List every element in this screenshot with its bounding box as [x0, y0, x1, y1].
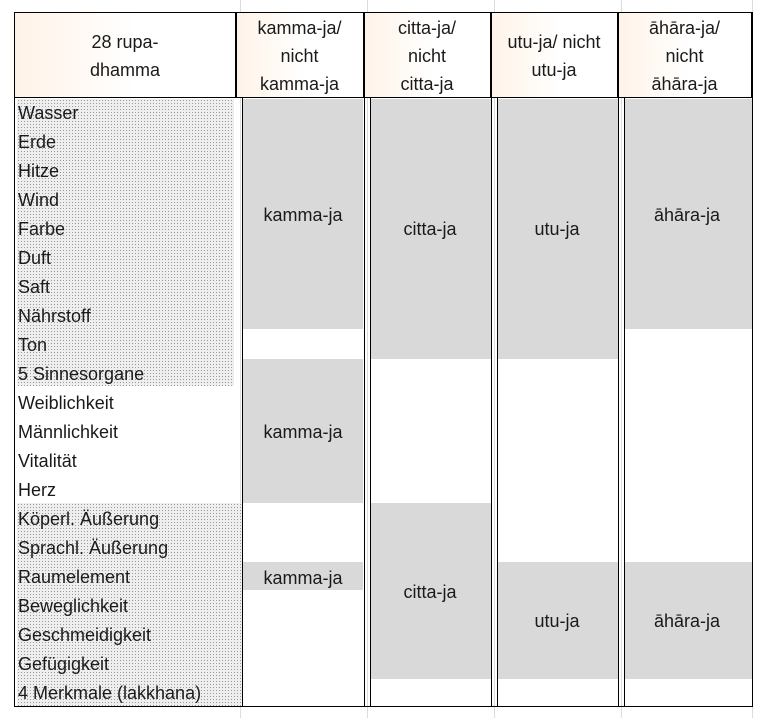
row-label: Saft — [18, 277, 51, 297]
row-label: Erde — [18, 132, 57, 152]
kamma-value: kamma-ja — [263, 205, 343, 225]
row-label: Raumelement — [18, 567, 131, 587]
kamma-value: kamma-ja — [263, 422, 343, 442]
table-border — [752, 12, 753, 707]
table-border — [491, 12, 492, 707]
header-label: citta-ja/ nicht citta-ja — [397, 17, 457, 94]
table-border — [14, 97, 15, 707]
header-rupa-dhamma — [14, 12, 236, 98]
table-border — [236, 12, 237, 98]
row-label: Ton — [18, 335, 48, 355]
row-label: Vitalität — [18, 451, 77, 471]
row-label: Beweglichkeit — [18, 596, 129, 616]
row-label: Nährstoff — [18, 306, 91, 326]
table-border — [624, 97, 625, 707]
gridline — [494, 0, 495, 718]
header-ahara-ja — [618, 12, 752, 98]
row-label: Geschmeidigkeit — [18, 625, 152, 645]
gridline — [367, 0, 368, 718]
row-label: Weiblichkeit — [18, 393, 114, 413]
table-border — [618, 12, 619, 707]
header-utu-ja — [491, 12, 618, 98]
row-label: Herz — [18, 480, 57, 500]
header-label: 28 rupa- dhamma — [89, 31, 161, 80]
table-border — [364, 12, 365, 707]
row-label: Gefügigkeit — [18, 654, 110, 674]
header-label: utu-ja/ nicht utu-ja — [507, 31, 601, 80]
row-label: Farbe — [18, 219, 66, 239]
ahara-value: āhāra-ja — [653, 205, 721, 225]
table-border — [497, 97, 498, 707]
utu-value: utu-ja — [534, 219, 580, 239]
ahara-value: āhāra-ja — [653, 611, 721, 631]
citta-value: citta-ja — [403, 219, 457, 239]
table-border — [242, 97, 243, 707]
citta-value: citta-ja — [403, 582, 457, 602]
header-kamma-ja — [236, 12, 364, 98]
header-label: kamma-ja/ nicht kamma-ja — [257, 17, 342, 94]
row-label: Duft — [18, 248, 52, 268]
kamma-value: kamma-ja — [263, 568, 343, 588]
row-label: 4 Merkmale (lakkhana) — [18, 683, 202, 703]
row-label: Sprachl. Äußerung — [18, 538, 169, 558]
utu-value: utu-ja — [534, 611, 580, 631]
header-label: āhāra-ja/ nicht āhāra-ja — [648, 17, 721, 94]
gridline — [621, 0, 622, 718]
row-label: Wasser — [18, 103, 79, 123]
row-label: 5 Sinnesorgane — [18, 364, 145, 384]
row-label: Männlichkeit — [18, 422, 119, 442]
header-divider — [14, 97, 752, 98]
row-label: Köperl. Äußerung — [18, 509, 160, 529]
header-citta-ja — [364, 12, 491, 98]
table-border — [370, 97, 371, 707]
table-bottom-border — [14, 706, 753, 707]
row-label: Hitze — [18, 161, 60, 181]
row-label: Wind — [18, 190, 60, 210]
